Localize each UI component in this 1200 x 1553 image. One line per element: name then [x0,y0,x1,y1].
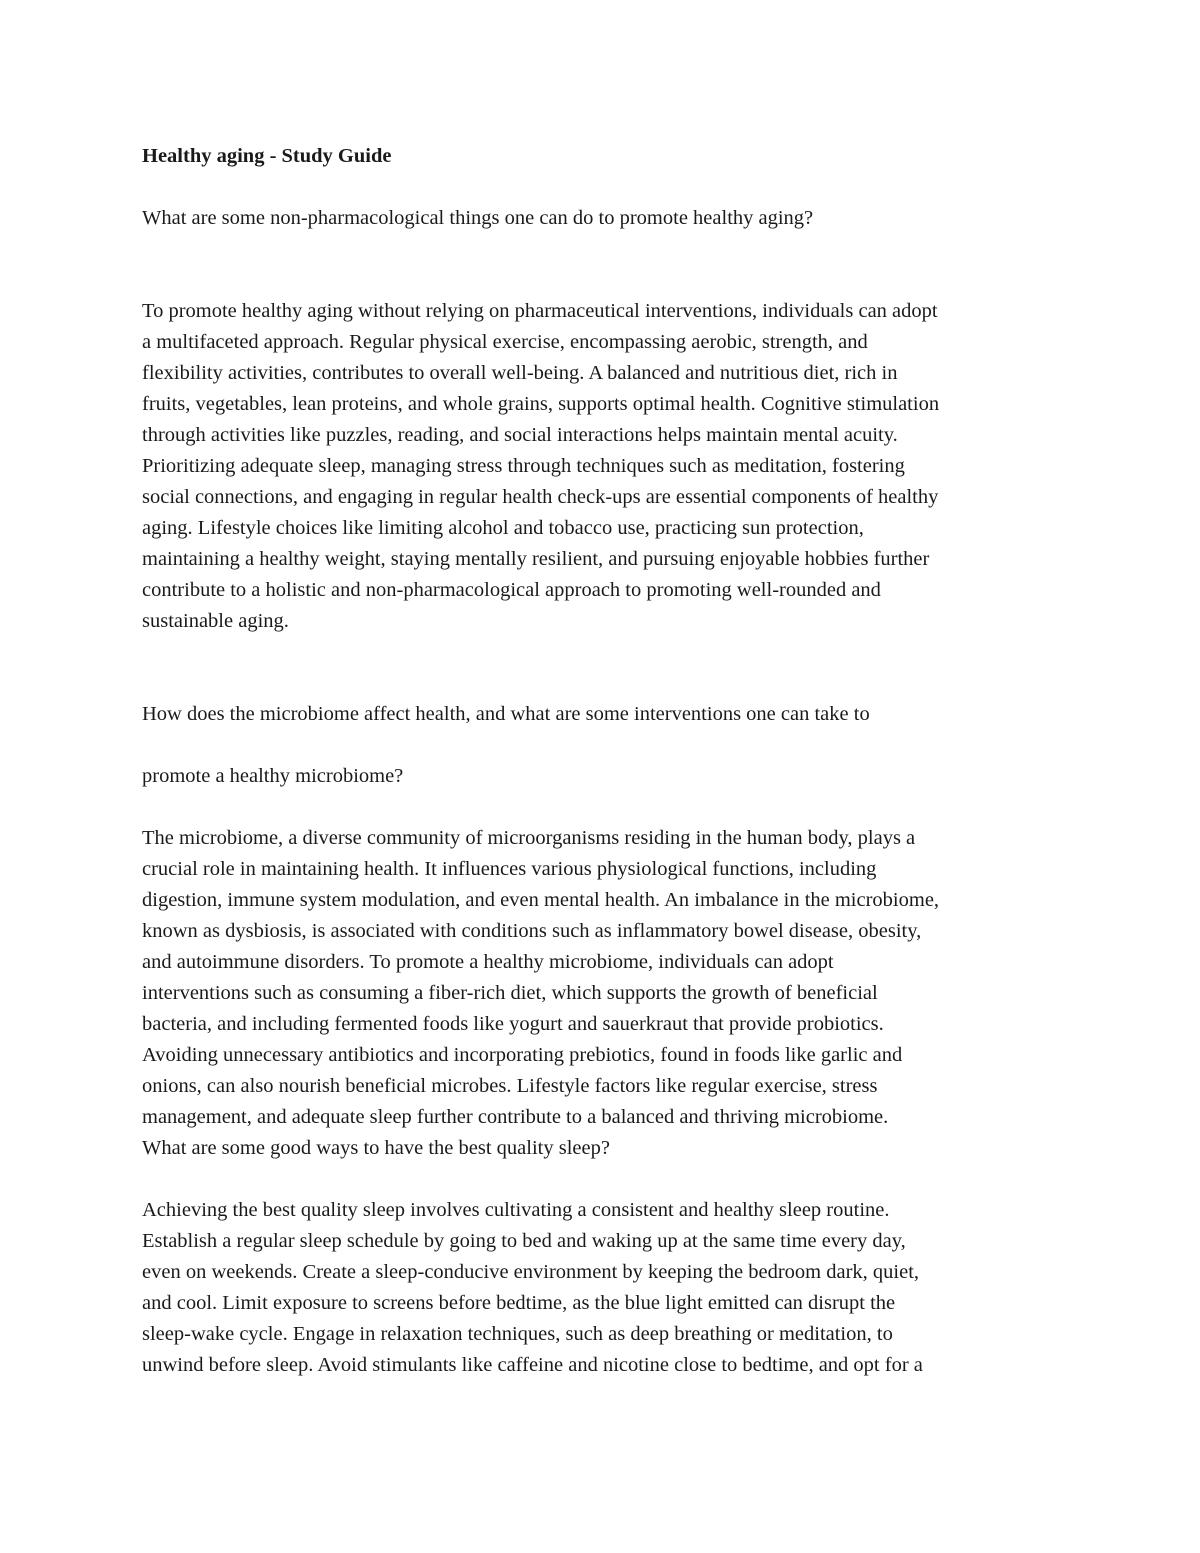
answer-2-line: digestion, immune system modulation, and even mental health. An imbalance in the microbiome, [142,889,940,911]
answer-1-line: aging. Lifestyle choices like limiting alcohol and tobacco use, practicing sun protection, [142,517,864,539]
answer-1-line: sustainable aging. [142,610,289,632]
answer-2-line: Avoiding unnecessary antibiotics and incorporating prebiotics, found in foods like garlic and [142,1044,903,1066]
question-2-part-1: How does the microbiome affect health, and what are some interventions one can take to [142,703,870,725]
answer-2-line: crucial role in maintaining health. It influences various physiological functions, including [142,858,877,880]
answer-1-paragraph [142,296,1062,637]
document-body [142,141,1062,1381]
answer-2-paragraph [142,823,1062,1164]
answer-2-line: and autoimmune disorders. To promote a healthy microbiome, individuals can adopt [142,951,834,973]
answer-2-line: bacteria, and including fermented foods like yogurt and sauerkraut that provide probiotics. [142,1013,884,1035]
answer-2-line: management, and adequate sleep further contribute to a balanced and thriving microbiome. [142,1106,889,1128]
answer-1-line: maintaining a healthy weight, staying mentally resilient, and pursuing enjoyable hobbies further [142,548,930,570]
question-3: What are some good ways to have the best quality sleep? [142,1137,610,1159]
answer-3-line: sleep-wake cycle. Engage in relaxation techniques, such as deep breathing or meditation, to [142,1323,893,1345]
answer-2-line: known as dysbiosis, is associated with conditions such as inflammatory bowel disease, obesity, [142,920,922,942]
answer-1-line: To promote healthy aging without relying on pharmaceutical interventions, individuals can adopt [142,300,938,322]
answer-3-line: unwind before sleep. Avoid stimulants like caffeine and nicotine close to bedtime, and opt for a [142,1354,923,1376]
answer-3-line: and cool. Limit exposure to screens before bedtime, as the blue light emitted can disrupt the [142,1292,896,1314]
answer-2-line: interventions such as consuming a fiber-rich diet, which supports the growth of beneficial [142,982,878,1004]
answer-1-line: Prioritizing adequate sleep, managing stress through techniques such as meditation, fostering [142,455,905,477]
answer-3-paragraph [142,1195,1062,1381]
answer-3-line: Achieving the best quality sleep involves cultivating a consistent and healthy sleep routine. [142,1199,890,1221]
question-1: What are some non-pharmacological things one can do to promote healthy aging? [142,207,814,229]
question-2-part-2: promote a healthy microbiome? [142,765,404,787]
answer-1-line: a multifaceted approach. Regular physical exercise, encompassing aerobic, strength, and [142,331,868,353]
answer-1-line: fruits, vegetables, lean proteins, and whole grains, supports optimal health. Cognitive stimulation [142,393,940,415]
answer-1-line: social connections, and engaging in regular health check-ups are essential components of healthy [142,486,939,508]
answer-2-line: The microbiome, a diverse community of microorganisms residing in the human body, plays a [142,827,916,849]
answer-1-line: contribute to a holistic and non-pharmacological approach to promoting well-rounded and [142,579,881,601]
answer-1-line: flexibility activities, contributes to overall well-being. A balanced and nutritious diet, rich in [142,362,898,384]
answer-3-line: even on weekends. Create a sleep-conducive environment by keeping the bedroom dark, quiet, [142,1261,920,1283]
answer-2-line: onions, can also nourish beneficial microbes. Lifestyle factors like regular exercise, stress [142,1075,878,1097]
answer-1-line: through activities like puzzles, reading, and social interactions helps maintain mental acuity. [142,424,898,446]
answer-3-line: Establish a regular sleep schedule by going to bed and waking up at the same time every day, [142,1230,906,1252]
document-title: Healthy aging - Study Guide [142,145,392,167]
